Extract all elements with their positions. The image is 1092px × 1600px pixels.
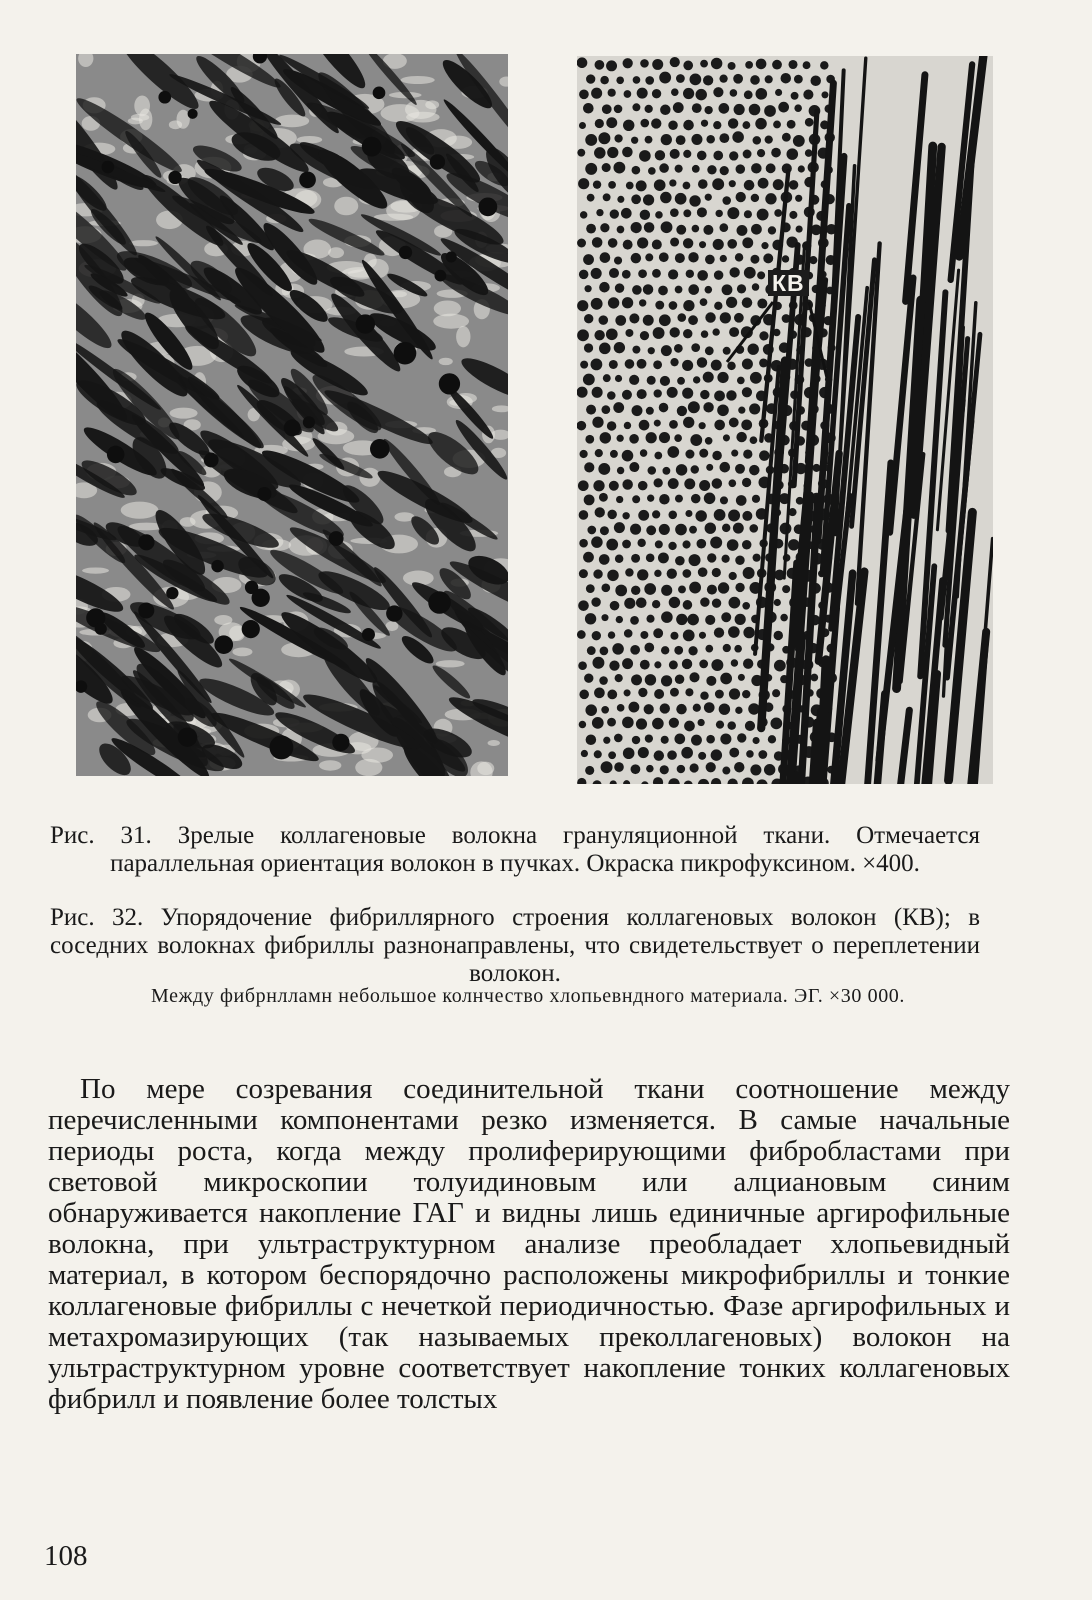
granulation-tissue-micrograph-icon bbox=[76, 54, 508, 776]
body-paragraph: По мере созревания соединительной ткани соотношение между перечисленными компонентами резко изменяется. В самые начальные периоды роста, когда между пролиферирующими фибробластами при световой микроскопии толуидиновым или алциановым синим обнаруживается накопление ГАГ и видны лишь единичные аргирофильные волокна, при ультраструктурном анализе преобладает хлопьевидный материал, в котором беспорядочно расположены микрофибриллы и тонкие коллагеновые фибриллы с нечеткой периодичностью. Фазе аргирофильных и метахромазирующих (так называемых преколлагеновых) волокон на ультраструктурном уровне соответствует накопление тонких коллагеновых фибрилл и появление более толстых bbox=[48, 1073, 1010, 1415]
figure-32-micrograph bbox=[577, 56, 993, 784]
figure-32-caption: Рис. 32. Упорядочение фибриллярного строения коллагеновых волокон (КВ); в соседних волокнах фибриллы разнонаправлены, что свидетельствует о переплетении волокон. bbox=[50, 904, 980, 987]
figure-31-micrograph bbox=[76, 54, 508, 776]
figure-31-caption: Рис. 31. Зрелые коллагеновые волокна грануляционной ткани. Отмечается параллельная ориентация волокон в пучках. Окраска пикрофуксином. ×400. bbox=[50, 822, 980, 877]
fibril-label-kv: КВ bbox=[768, 270, 809, 296]
collagen-fibril-electron-micrograph-icon bbox=[577, 56, 993, 784]
page-number: 108 bbox=[44, 1540, 88, 1572]
figure-32-caption-continued: Между фибрнлламн небольшое колнчество хлопьевндного материала. ЭГ. ×30 000. bbox=[150, 985, 906, 1007]
